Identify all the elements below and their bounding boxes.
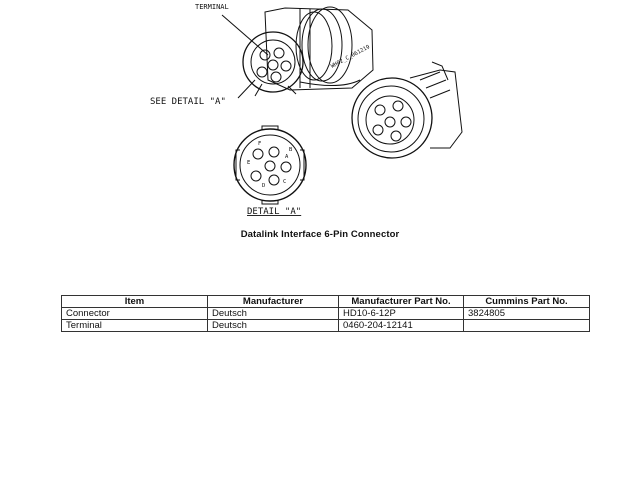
cell-item: Connector: [62, 308, 208, 320]
parts-table: [61, 295, 590, 332]
header-cummins-part-no: Cummins Part No.: [464, 296, 590, 308]
pin-label-b: B: [289, 147, 293, 153]
header-item: Item: [62, 296, 208, 308]
detail-a-label: DETAIL "A": [247, 207, 302, 217]
drawing-id: WH02_C_061219: [330, 44, 371, 70]
cell-manufacturer-part-no: HD10-6-12P: [339, 308, 464, 320]
table-header-row: [62, 296, 590, 308]
cell-item: Terminal: [62, 320, 208, 332]
detail-a-face-view: [234, 126, 306, 204]
cell-cummins-part-no: [464, 320, 590, 332]
cell-manufacturer: Deutsch: [208, 308, 339, 320]
header-manufacturer-part-no: Manufacturer Part No.: [339, 296, 464, 308]
cell-manufacturer: Deutsch: [208, 320, 339, 332]
connector-figure: [0, 0, 640, 225]
pin-label-d: D: [262, 183, 266, 189]
cell-manufacturer-part-no: 0460-204-12141: [339, 320, 464, 332]
pin-label-e: E: [247, 160, 251, 166]
pin-label-a: A: [285, 154, 289, 160]
cell-cummins-part-no: 3824805: [464, 308, 590, 320]
table-row: [62, 320, 590, 332]
figure-caption: Datalink Interface 6-Pin Connector: [240, 229, 400, 240]
header-manufacturer: Manufacturer: [208, 296, 339, 308]
connector-rear-view: [352, 62, 462, 158]
table-row: [62, 308, 590, 320]
terminal-callout: TERMINAL: [195, 3, 229, 11]
see-detail-callout: SEE DETAIL "A": [150, 97, 226, 107]
pin-label-f: F: [258, 141, 262, 147]
pin-label-c: C: [283, 179, 287, 185]
